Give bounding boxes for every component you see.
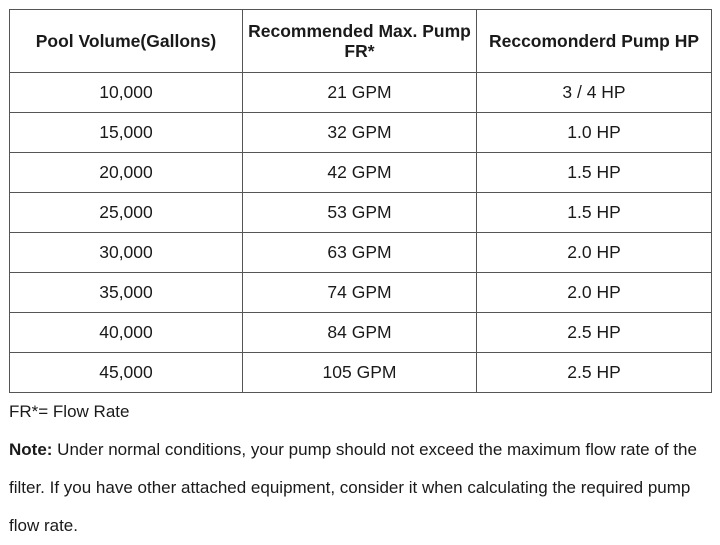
table-row xyxy=(10,353,712,393)
cell-pool-volume: 40,000 xyxy=(10,313,243,353)
note-paragraph xyxy=(9,431,709,545)
table-row xyxy=(10,193,712,233)
table-row xyxy=(10,113,712,153)
cell-max-pump-fr: 74 GPM xyxy=(243,273,477,313)
cell-pool-volume: 30,000 xyxy=(10,233,243,273)
cell-max-pump-fr: 21 GPM xyxy=(243,73,477,113)
cell-pool-volume: 20,000 xyxy=(10,153,243,193)
table-row xyxy=(10,273,712,313)
header-pump-hp: Reccomonderd Pump HP xyxy=(477,10,712,73)
cell-max-pump-fr: 32 GPM xyxy=(243,113,477,153)
header-max-pump-fr: Recommended Max. Pump FR* xyxy=(243,10,477,73)
cell-pump-hp: 2.5 HP xyxy=(477,313,712,353)
cell-pump-hp: 3 / 4 HP xyxy=(477,73,712,113)
cell-pump-hp: 2.0 HP xyxy=(477,273,712,313)
cell-pool-volume: 10,000 xyxy=(10,73,243,113)
table-header-row xyxy=(10,10,712,73)
pump-sizing-table-container xyxy=(9,9,711,393)
note-label: Note: xyxy=(9,440,53,459)
table-row xyxy=(10,73,712,113)
cell-max-pump-fr: 63 GPM xyxy=(243,233,477,273)
header-pool-volume: Pool Volume(Gallons) xyxy=(10,10,243,73)
pump-sizing-table xyxy=(9,9,712,393)
cell-pump-hp: 1.0 HP xyxy=(477,113,712,153)
table-row xyxy=(10,233,712,273)
cell-max-pump-fr: 42 GPM xyxy=(243,153,477,193)
table-row xyxy=(10,153,712,193)
cell-max-pump-fr: 53 GPM xyxy=(243,193,477,233)
cell-pump-hp: 1.5 HP xyxy=(477,153,712,193)
table-row xyxy=(10,313,712,353)
cell-pool-volume: 15,000 xyxy=(10,113,243,153)
cell-max-pump-fr: 105 GPM xyxy=(243,353,477,393)
note-text: Under normal conditions, your pump should not exceed the maximum flow rate of the filter. If you have other attached equipment, consider it when calculating the required pump flow rate. xyxy=(9,440,697,535)
cell-pool-volume: 35,000 xyxy=(10,273,243,313)
cell-pump-hp: 2.0 HP xyxy=(477,233,712,273)
cell-pool-volume: 45,000 xyxy=(10,353,243,393)
flow-rate-footnote: FR*= Flow Rate xyxy=(9,402,130,421)
cell-pool-volume: 25,000 xyxy=(10,193,243,233)
cell-pump-hp: 2.5 HP xyxy=(477,353,712,393)
cell-max-pump-fr: 84 GPM xyxy=(243,313,477,353)
cell-pump-hp: 1.5 HP xyxy=(477,193,712,233)
